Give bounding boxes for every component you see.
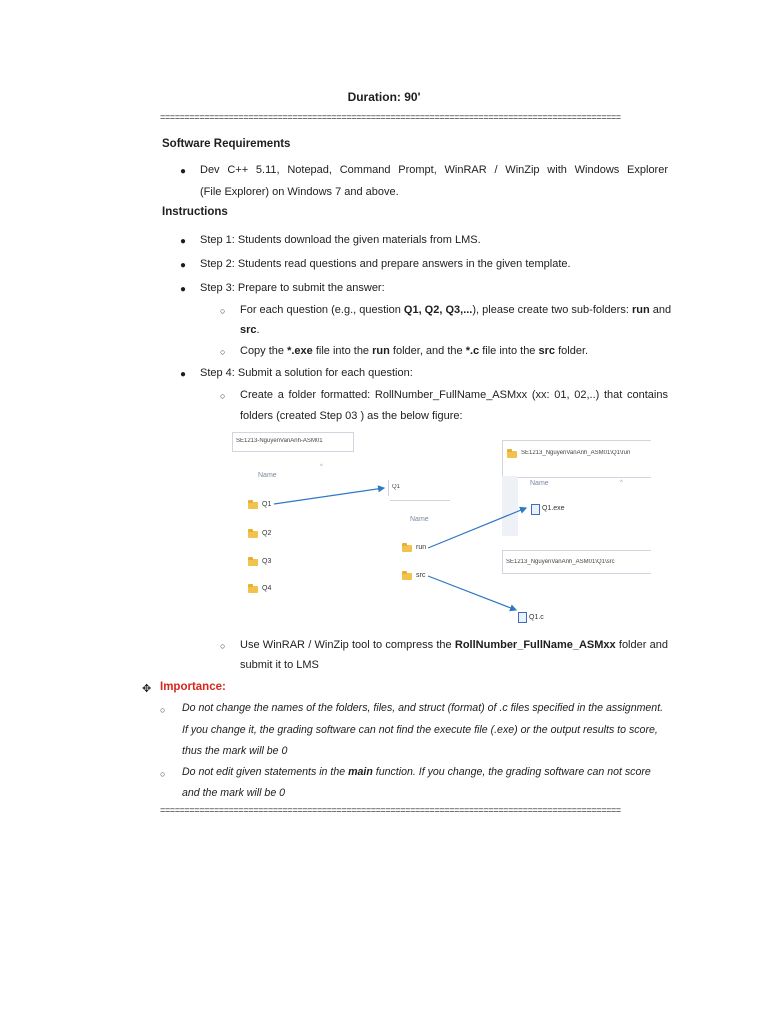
- c-ext: *.c: [465, 345, 480, 357]
- step3-sub1-and: and: [649, 304, 672, 316]
- main-bold: main: [348, 766, 373, 778]
- importance-title: Importance:: [160, 681, 226, 693]
- step1-text: Step 1: Students download the given materials from LMS.: [200, 234, 481, 246]
- t: folder.: [555, 345, 589, 357]
- t: Use WinRAR / WinZip tool to compress the: [240, 639, 455, 651]
- t: file into the: [479, 345, 539, 357]
- chevron-up-icon: ^: [320, 464, 323, 470]
- t: Copy the: [240, 345, 288, 357]
- step4-sub2-line1: [240, 634, 668, 656]
- src-item-c: Q1.c: [529, 614, 544, 621]
- run-item-exe: Q1.exe: [542, 505, 565, 512]
- bullet-icon: ●: [180, 166, 187, 177]
- step3-sub1-text-c: ), please create two sub-folders:: [472, 304, 632, 316]
- diamond-bullet-icon: ✥: [142, 683, 152, 695]
- root-path-text: SE1213-NguyenVanAnh-ASM01: [236, 438, 323, 444]
- arrow-run: [428, 508, 526, 548]
- circle-bullet-icon: ○: [160, 769, 166, 779]
- q1-name-header: Name: [410, 516, 429, 523]
- bullet-icon: ●: [180, 284, 187, 295]
- instructions-heading: Instructions: [162, 206, 228, 218]
- step3-sub1-src: src: [240, 324, 257, 336]
- exe-ext: *.exe: [287, 345, 313, 357]
- importance-item1-line3: thus the mark will be 0: [182, 745, 288, 757]
- bullet-icon: ●: [180, 260, 187, 271]
- step3-sub2-line: [240, 340, 588, 362]
- separator-bottom: ==============================================================================================: [160, 807, 621, 816]
- t: Do not edit given statements in the: [182, 766, 349, 778]
- arrows-svg: [230, 430, 662, 622]
- q1-path-text: Q1: [392, 484, 401, 490]
- run-name-header: Name: [530, 480, 549, 487]
- t: function. If you change, the grading software can not score: [372, 766, 651, 778]
- step3-sub1-period: .: [256, 324, 260, 336]
- separator-top: ==============================================================================================: [160, 114, 621, 123]
- importance-item1-line1: Do not change the names of the folders, files, and struct (format) of .c files specified in the assignment.: [182, 702, 664, 714]
- circle-bullet-icon: ○: [220, 641, 226, 651]
- t: file into the: [312, 345, 373, 357]
- step4-sub1-line2: folders (created Step 03 ) as the below figure:: [240, 410, 463, 422]
- bullet-icon: ●: [180, 236, 187, 247]
- t: folder, and the: [389, 345, 466, 357]
- root-item-q3: Q3: [262, 558, 272, 565]
- folder-structure-figure: [230, 430, 662, 622]
- step4-sub2-line2: submit it to LMS: [240, 659, 319, 671]
- step3-sub1-line2: [240, 319, 260, 341]
- root-item-q2: Q2: [262, 530, 272, 537]
- t: folder and: [615, 639, 669, 651]
- step4-text: Step 4: Submit a solution for each question:: [200, 367, 413, 379]
- importance-item2-line2: and the mark will be 0: [182, 787, 286, 799]
- run-path-text: SE1213_NguyenVanAnh_ASM01\Q1\run: [521, 450, 631, 456]
- src-path-text: SE1213_NguyenVanAnh_ASM01\Q1\src: [506, 559, 615, 565]
- root-item-q4: Q4: [262, 585, 272, 592]
- folder-name-bold: RollNumber_FullName_ASMxx: [454, 639, 616, 651]
- q1-item-run: run: [416, 544, 427, 551]
- root-name-header: Name: [258, 472, 277, 479]
- step3-sub1-line1: [240, 299, 671, 321]
- importance-item2-line1: [182, 761, 651, 783]
- importance-item1-line2: If you change it, the grading software can not find the execute file (.exe) or the output results to score,: [182, 724, 658, 736]
- circle-bullet-icon: ○: [220, 391, 226, 401]
- src-folder: src: [538, 345, 556, 357]
- step3-sub1-text-a: For each question (e.g., question: [240, 304, 404, 316]
- bullet-icon: ●: [180, 369, 187, 380]
- software-bullet-text: Dev C++ 5.11, Notepad, Command Prompt, WinRAR / WinZip with Windows Explorer: [200, 164, 668, 176]
- step3-sub1-run: run: [631, 304, 650, 316]
- circle-bullet-icon: ○: [220, 306, 226, 316]
- circle-bullet-icon: ○: [160, 705, 166, 715]
- arrow-q1: [274, 488, 384, 504]
- circle-bullet-icon: ○: [220, 347, 226, 357]
- step3-text: Step 3: Prepare to submit the answer:: [200, 282, 385, 294]
- software-requirements-heading: Software Requirements: [162, 138, 291, 150]
- q1-item-src: src: [416, 572, 426, 579]
- root-item-q1: Q1: [262, 501, 272, 508]
- duration-title: Duration: 90': [347, 90, 421, 104]
- run-folder: run: [372, 345, 390, 357]
- chevron-up-icon: ^: [620, 480, 623, 486]
- step3-sub1-questions: Q1, Q2, Q3,...: [403, 304, 473, 316]
- software-bullet-cont: (File Explorer) on Windows 7 and above.: [200, 186, 399, 198]
- step4-sub1-line1: Create a folder formatted: RollNumber_FullName_ASMxx (xx: 01, 02,..) that contains: [240, 389, 668, 401]
- step2-text: Step 2: Students read questions and prepare answers in the given template.: [200, 258, 571, 270]
- arrow-src: [428, 576, 516, 610]
